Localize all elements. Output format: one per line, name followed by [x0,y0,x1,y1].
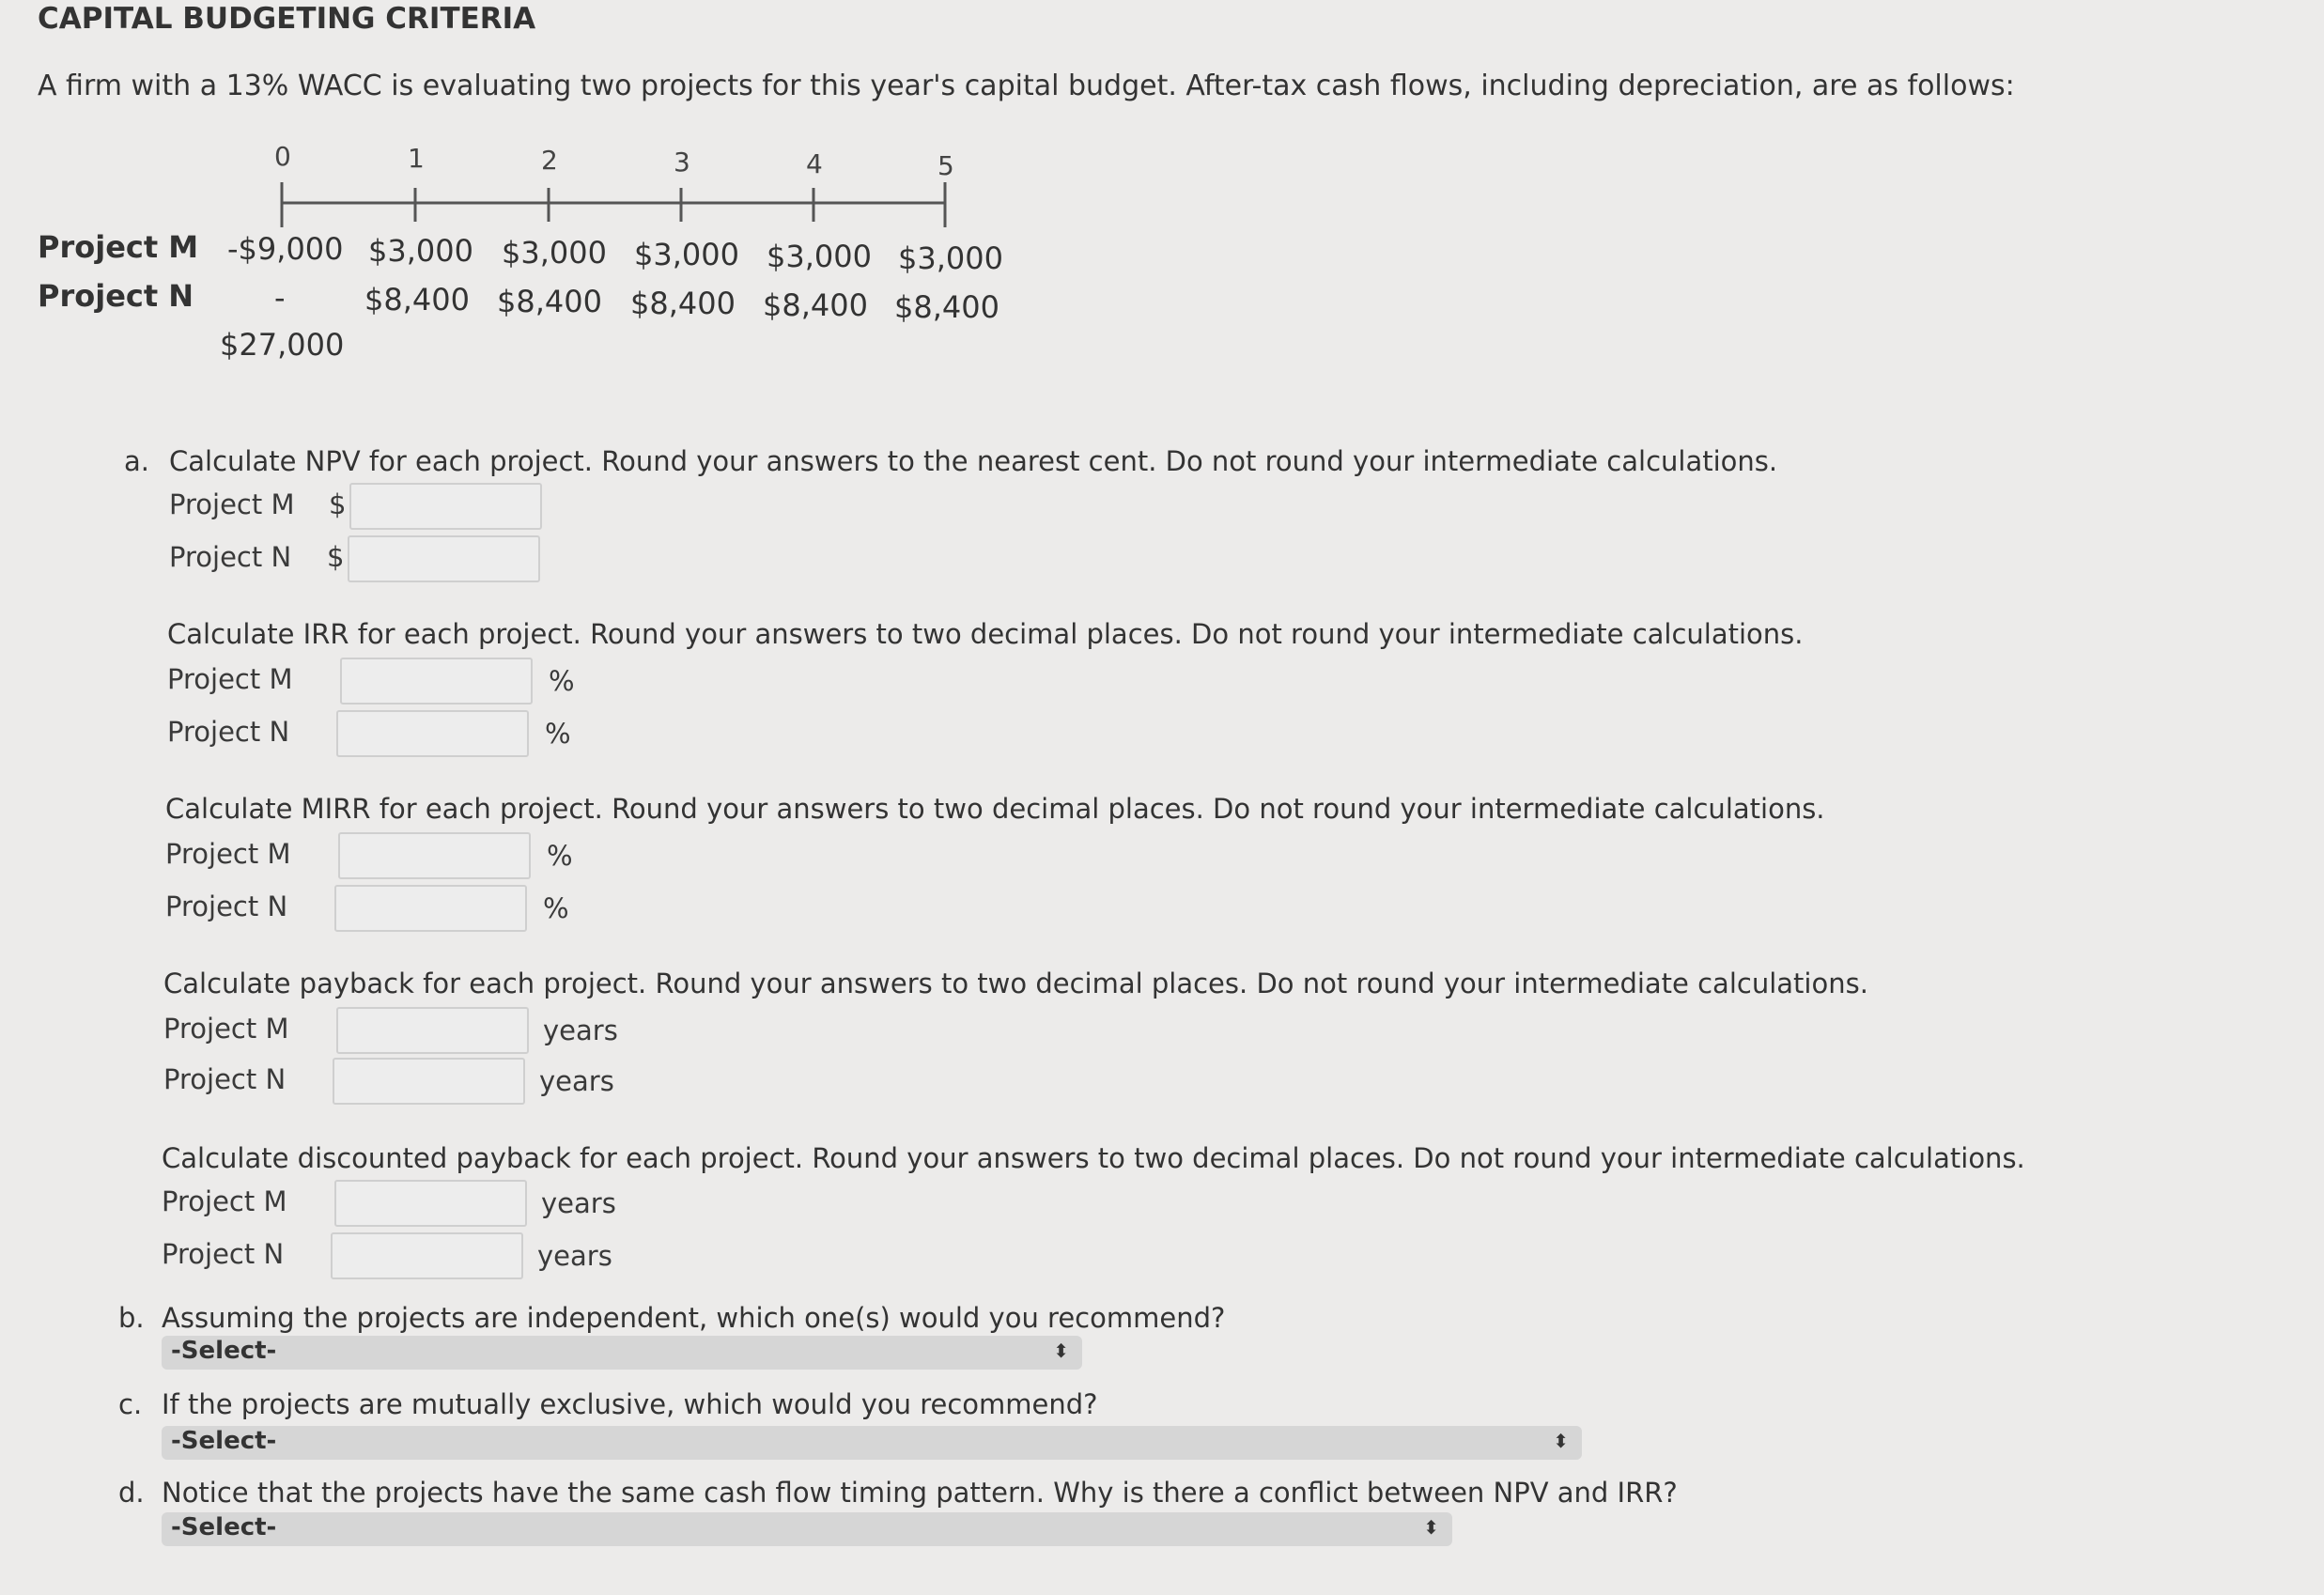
part-d-select[interactable] [162,1512,1452,1546]
project-n-flow-5: $8,400 [894,289,999,325]
discounted-payback-question: Calculate discounted payback for each project. Round your answers to two decimal places. Do not round your intermediate calculations. [162,1142,2025,1174]
npv-project-m-prefix: $ [329,488,347,520]
project-n-flow-0-amount: $27,000 [220,327,345,363]
npv-project-m-input[interactable] [349,483,542,530]
npv-project-m-label: Project M [169,488,295,520]
part-b-marker: b. [118,1302,145,1334]
mirr-project-m-unit: % [547,840,573,872]
npv-project-n-label: Project N [169,541,292,573]
mirr-project-m-label: Project M [165,838,291,870]
period-label: 1 [408,143,425,174]
payback-project-m-input[interactable] [336,1007,529,1054]
page-title: CAPITAL BUDGETING CRITERIA [38,2,536,36]
npv-project-n-input[interactable] [348,535,540,582]
project-n-flow-1: $8,400 [364,282,470,317]
project-n-flow-0: - [274,280,286,316]
period-label: 0 [274,141,291,172]
project-m-flow-3: $3,000 [634,237,739,272]
part-c-select[interactable] [162,1426,1582,1460]
discounted-payback-project-n-label: Project N [162,1238,285,1270]
project-m-flow-1: $3,000 [368,233,473,269]
payback-project-n-label: Project N [163,1063,287,1095]
npv-project-n-prefix: $ [327,541,345,573]
project-m-label: Project M [38,229,199,265]
mirr-question: Calculate MIRR for each project. Round your answers to two decimal places. Do not round your intermediate calculations. [165,793,1825,825]
part-d-marker: d. [118,1477,145,1509]
discounted-payback-project-m-input[interactable] [334,1180,527,1227]
payback-project-n-unit: years [539,1065,614,1097]
project-n-flow-2: $8,400 [497,284,602,319]
discounted-payback-project-n-input[interactable] [331,1232,523,1279]
project-n-label: Project N [38,278,194,314]
payback-project-n-input[interactable] [333,1058,525,1105]
period-label: 5 [937,150,954,181]
project-n-flow-3: $8,400 [630,286,736,321]
part-c-question: If the projects are mutually exclusive, which would you recommend? [162,1388,1098,1420]
project-n-flow-4: $8,400 [763,287,868,323]
part-d-question: Notice that the projects have the same cash flow timing pattern. Why is there a conflict between NPV and IRR? [162,1477,1678,1509]
irr-project-n-unit: % [545,718,571,750]
part-b-question: Assuming the projects are independent, which one(s) would you recommend? [162,1302,1226,1334]
period-label: 2 [541,145,558,176]
up-down-chevron-icon: ⬍ [1553,1430,1569,1452]
irr-project-n-input[interactable] [336,710,529,757]
up-down-chevron-icon: ⬍ [1423,1516,1439,1539]
irr-project-n-label: Project N [167,716,290,748]
project-m-flow-5: $3,000 [898,240,1003,276]
mirr-project-n-label: Project N [165,890,288,922]
discounted-payback-project-n-unit: years [537,1240,612,1272]
period-label: 4 [806,148,823,179]
payback-project-m-unit: years [543,1014,618,1046]
irr-question: Calculate IRR for each project. Round your answers to two decimal places. Do not round your intermediate calculations. [167,618,1804,650]
discounted-payback-project-m-label: Project M [162,1185,287,1217]
mirr-project-n-input[interactable] [334,885,527,932]
part-c-select-value: -Select- [171,1427,277,1455]
period-label: 3 [674,147,690,178]
project-m-flow-4: $3,000 [767,239,872,274]
part-a-marker: a. [124,445,149,477]
irr-project-m-label: Project M [167,663,293,695]
part-b-select-value: -Select- [171,1337,277,1365]
mirr-project-n-unit: % [543,892,569,924]
project-m-flow-0: -$9,000 [227,231,344,267]
irr-project-m-unit: % [549,665,575,697]
npv-question: Calculate NPV for each project. Round your answers to the nearest cent. Do not round your intermediate calculations. [169,445,1778,477]
payback-project-m-label: Project M [163,1013,289,1045]
mirr-project-m-input[interactable] [338,832,531,879]
payback-question: Calculate payback for each project. Round your answers to two decimal places. Do not round your intermediate calculations. [163,968,1868,999]
part-c-marker: c. [118,1388,143,1420]
project-m-flow-2: $3,000 [502,235,607,271]
cash-flow-timeline [0,0,1033,244]
discounted-payback-project-m-unit: years [541,1187,616,1219]
problem-intro: A firm with a 13% WACC is evaluating two projects for this year's capital budget. After-tax cash flows, including depreciation, are as follows: [38,70,2015,102]
irr-project-m-input[interactable] [340,658,533,705]
part-b-select[interactable] [162,1336,1082,1370]
up-down-chevron-icon: ⬍ [1053,1339,1069,1362]
part-d-select-value: -Select- [171,1513,277,1541]
